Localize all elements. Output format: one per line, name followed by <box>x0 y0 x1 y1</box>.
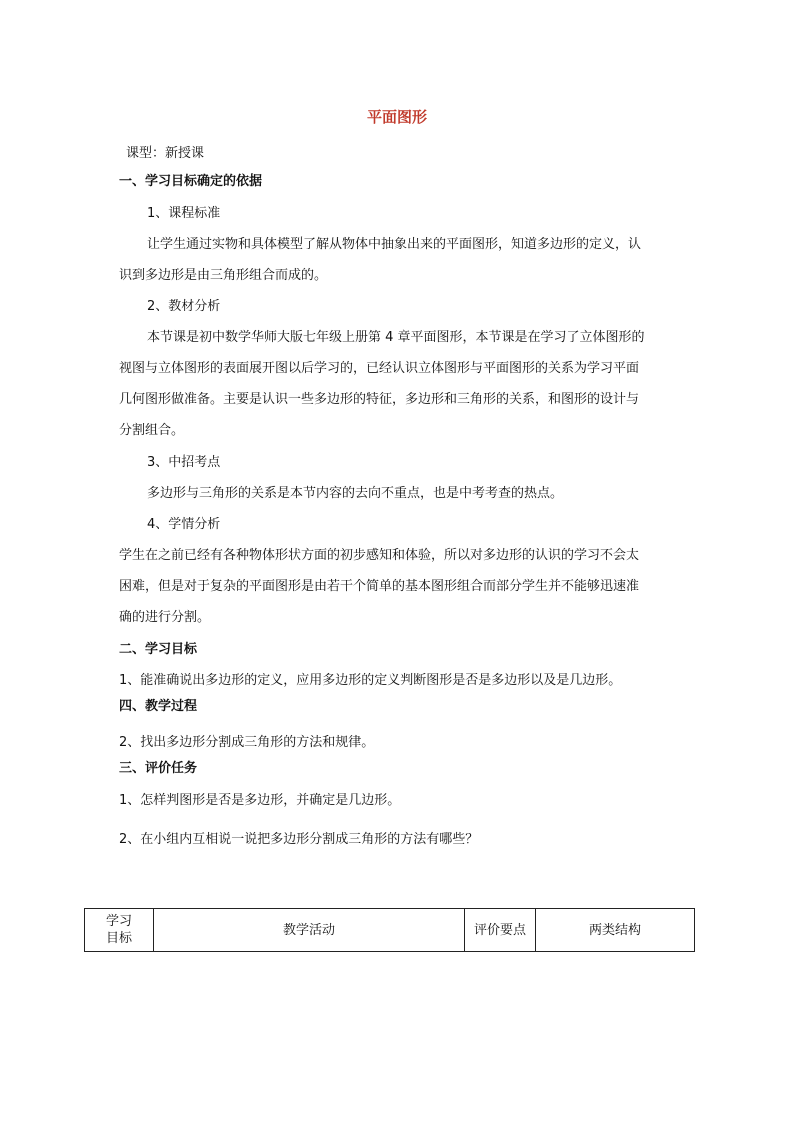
item3-text: 多边形与三角形的关系是本节内容的去向不重点，也是中考考查的热点。 <box>147 486 564 501</box>
item2-text-line2: 视图与立体图形的表面展开图以后学习的，已经认识立体图形与平面图形的关系为学习平面 <box>119 361 640 376</box>
section2-heading: 二、学习目标 <box>119 642 198 657</box>
lesson-type: 课型：新授课 <box>126 146 205 161</box>
item1-label: 1、课程标准 <box>147 206 221 221</box>
task-2: 2、在小组内互相说一说把多边形分割成三角形的方法有哪些？ <box>119 832 479 847</box>
header-teaching-activity: 教学活动 <box>154 909 465 952</box>
header-two-structures: 两类结构 <box>536 909 695 952</box>
section3-heading: 三、评价任务 <box>119 761 198 776</box>
header-evaluation-points: 评价要点 <box>465 909 536 952</box>
section1-heading: 一、学习目标确定的依据 <box>119 174 263 189</box>
header-learning-goal-line1: 学习 <box>105 914 132 929</box>
item4-text-line1: 学生在之前已经有各种物体形状方面的初步感知和体验，所以对多边形的认识的学习不会太 <box>119 548 640 563</box>
goal-1: 1、能准确说出多边形的定义，应用多边形的定义判断图形是否是多边形以及是几边形。 <box>119 673 622 688</box>
section4-heading: 四、教学过程 <box>119 699 198 714</box>
item1-text-line1: 让学生通过实物和具体模型了解从物体中抽象出来的平面图形，知道多边形的定义，认 <box>147 237 642 252</box>
item4-text-line3: 确的进行分割。 <box>119 610 211 625</box>
item1-text-line2: 识到多边形是由三角形组合而成的。 <box>119 268 328 283</box>
item2-text-line3: 几何图形做准备。主要是认识一些多边形的特征，多边形和三角形的关系，和图形的设计与 <box>119 392 640 407</box>
header-learning-goal-line2: 目标 <box>105 931 132 946</box>
item3-label: 3、中招考点 <box>147 455 221 470</box>
goal-2: 2、找出多边形分割成三角形的方法和规律。 <box>119 735 375 750</box>
table-header-row <box>85 909 695 952</box>
item4-label: 4、学情分析 <box>147 517 221 532</box>
item2-text-line1: 本节课是初中数学华师大版七年级上册第 4 章平面图形，本节课是在学习了立体图形的 <box>147 330 645 345</box>
page-title: 平面图形 <box>366 108 427 126</box>
teaching-table <box>84 908 695 952</box>
item4-text-line2: 困难，但是对于复杂的平面图形是由若干个简单的基本图形组合而部分学生并不能够迅速准 <box>119 579 640 594</box>
task-1: 1、怎样判图形是否是多边形，并确定是几边形。 <box>119 793 401 808</box>
item2-label: 2、教材分析 <box>147 299 221 314</box>
header-learning-goal <box>85 909 154 952</box>
item2-text-line4: 分割组合。 <box>119 423 185 438</box>
